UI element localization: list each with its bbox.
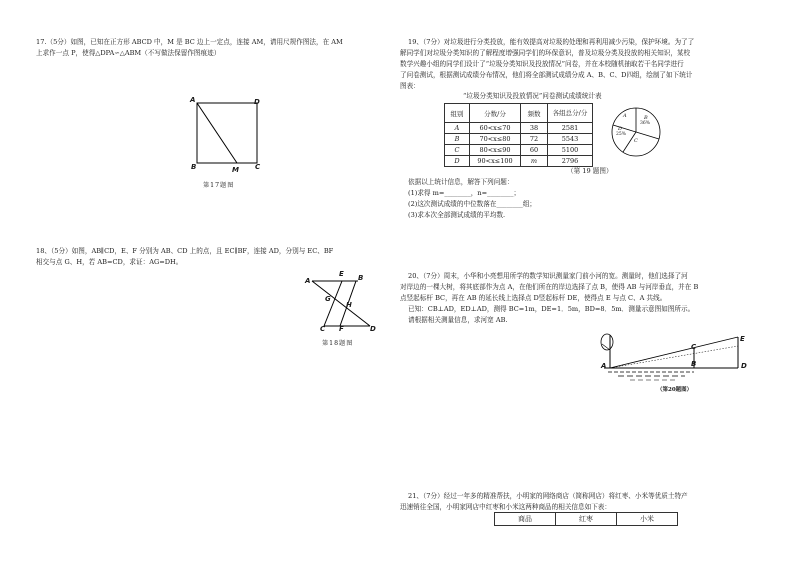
q19-figure-caption: （第 19 题图） (567, 167, 613, 175)
q19-intro: 依据以上统计信息，解答下列问题： (408, 178, 514, 186)
q17-line-1: 17.（5分）如图，已知在正方形 ABCD 中，M 是 BC 边上一定点，连接 AM，请用尺规作图法，在 AM (36, 38, 343, 46)
pie-label-d-pct: 25% (616, 132, 627, 137)
header-total: 各组总分/分 (548, 104, 593, 123)
q19-subquestion-1: (1)求得 m=________，n=________； (408, 189, 521, 197)
q19-line-1: 19、（7分）对垃圾进行分类投放，能有效提高对垃圾的处理和再利用减少污染，保护环境。为了了 (408, 38, 695, 46)
table-header-row (445, 104, 593, 123)
cell-range: 70<x≤80 (470, 134, 521, 145)
q20-label-a: A (601, 362, 607, 370)
cell-range: 90<x≤100 (470, 156, 521, 167)
line-ec (324, 281, 342, 326)
q17-label-c: C (255, 163, 261, 171)
header-jujube: 红枣 (556, 513, 617, 526)
q18-label-f: F (339, 325, 344, 333)
cell-frequency: 72 (521, 134, 548, 145)
cell-group: B (445, 134, 470, 145)
q19-line-5: 图表： (400, 82, 420, 90)
q20-line-1: 20、（7分）周末，小华和小亮想用所学的数学知识测量家门前小河的宽。测量时，他们选择了河 (408, 272, 688, 280)
q19-stat-table (444, 103, 593, 167)
header-millet: 小米 (617, 513, 678, 526)
q18-label-c: C (320, 325, 326, 333)
q18-label-b: B (358, 274, 364, 282)
q20-label-c: C (691, 343, 697, 351)
cell-group: A (445, 123, 470, 134)
cell-range: 60<x≤70 (470, 123, 521, 134)
pie-label-c: C (634, 138, 638, 144)
dotted-line (610, 346, 738, 368)
q19-line-3: 数学兴趣小组的同学们设计了“垃圾分类知识及投放情况”问卷，并在本校随机抽取若干名同学进行 (400, 60, 684, 68)
q18-label-g: G (325, 295, 331, 303)
q19-subquestion-2: (2)这次测试成绩的中位数落在________组； (408, 200, 537, 208)
q17-caption: 第17题图 (203, 182, 235, 189)
q19-subquestion-3: (3)求本次全部测试成绩的平均数. (408, 211, 506, 219)
q19-table-title: “垃圾分类知识及投放情况”问卷测试成绩统计表 (463, 92, 602, 100)
q21-line-1: 21、（7分）经过一年多的精准帮扶，小明家的网络商店（简称网店）将红枣、小米等优质土特产 (408, 492, 688, 500)
cell-total: 2796 (548, 156, 593, 167)
cell-group: D (445, 156, 470, 167)
pie-label-d: D (618, 126, 623, 132)
q18-label-h: H (346, 301, 352, 309)
pie-label-b-pct: 36% (640, 121, 651, 126)
header-goods: 商品 (495, 513, 556, 526)
q20-caption: （第20题图） (657, 387, 693, 393)
cell-frequency: m (521, 156, 548, 167)
q20-label-d: D (741, 362, 747, 370)
q18-label-e: E (339, 270, 344, 278)
line-ad (312, 281, 370, 326)
q20-line-2: 对岸边的一棵大树，将其底部作为点 A，在他们所在的岸边选择了点 B，使得 AB 与河岸垂直，并在 B (400, 283, 699, 291)
q17-label-m: M (232, 166, 239, 174)
q21-goods-table (494, 512, 678, 526)
pie-label-b: B (644, 115, 648, 121)
header-score: 分数/分 (470, 104, 521, 123)
square-abcd (197, 103, 257, 163)
table-row (445, 134, 593, 145)
pie-label-a: A (623, 113, 627, 119)
q21-line-2: 迅速销往全国，小明家网店中红枣和小米这两种商品的相关信息如下表： (400, 503, 611, 511)
cell-frequency: 38 (521, 123, 548, 134)
q19-line-2: 解同学们对垃圾分类知识的了解程度增强同学们的环保意识，普及垃圾分类及投放的相关知识，某校 (400, 49, 691, 57)
cell-total: 2581 (548, 123, 593, 134)
q17-label-d: D (254, 98, 260, 106)
q20-label-e: E (740, 335, 745, 343)
cell-total: 5100 (548, 145, 593, 156)
q20-figure (590, 330, 755, 388)
cell-total: 5543 (548, 134, 593, 145)
q20-line-5: 请根据相关测量信息，求河宽 AB. (408, 316, 508, 324)
header-group: 组别 (445, 104, 470, 123)
q18-label-a: A (305, 277, 311, 285)
q20-label-b: B (691, 360, 697, 368)
q18-line-2: 相交与点 G、H，若 AB=CD，求证：AG=DH。 (36, 258, 183, 266)
segment-am (197, 103, 237, 163)
cell-range: 80<x≤90 (470, 145, 521, 156)
q18-line-1: 18、（5分）如图，AB∥CD，E、F 分别为 AB、CD 上的点，且 EC∥BF，连接 AD，分别与 EC、BF (36, 247, 334, 255)
q20-line-4: 已知：CB⊥AD，ED⊥AD，测得 BC=1m，DE=1．5m，BD=8．5m．测量示意图如图所示。 (408, 305, 695, 313)
q17-label-b: B (191, 163, 197, 171)
table-header-row (495, 513, 678, 526)
q17-line-2: 上求作一点 P，使得△DPA∽△ABM（不写做法保留作图痕迹） (36, 49, 221, 57)
tree-branch (602, 344, 610, 350)
q18-caption: 第18题图 (322, 340, 354, 347)
q20-line-3: 点竖起标杆 BC，再在 AB 的延长线上选择点 D竖起标杆 DE，使得点 E 与点 C、A 共线。 (400, 294, 667, 302)
header-frequency: 频数 (521, 104, 548, 123)
table-row (445, 156, 593, 167)
table-row (445, 145, 593, 156)
q19-line-4: 了问卷测试，根据测试成绩分布情况，他们将全部测试成绩分成 A、B、C、D四组，绘制了如下统计 (400, 71, 693, 79)
sight-line-ae (610, 337, 738, 368)
q17-label-a: A (190, 96, 196, 104)
q17-figure (185, 95, 275, 175)
q18-label-d: D (370, 325, 376, 333)
cell-group: C (445, 145, 470, 156)
table-row (445, 123, 593, 134)
cell-frequency: 60 (521, 145, 548, 156)
